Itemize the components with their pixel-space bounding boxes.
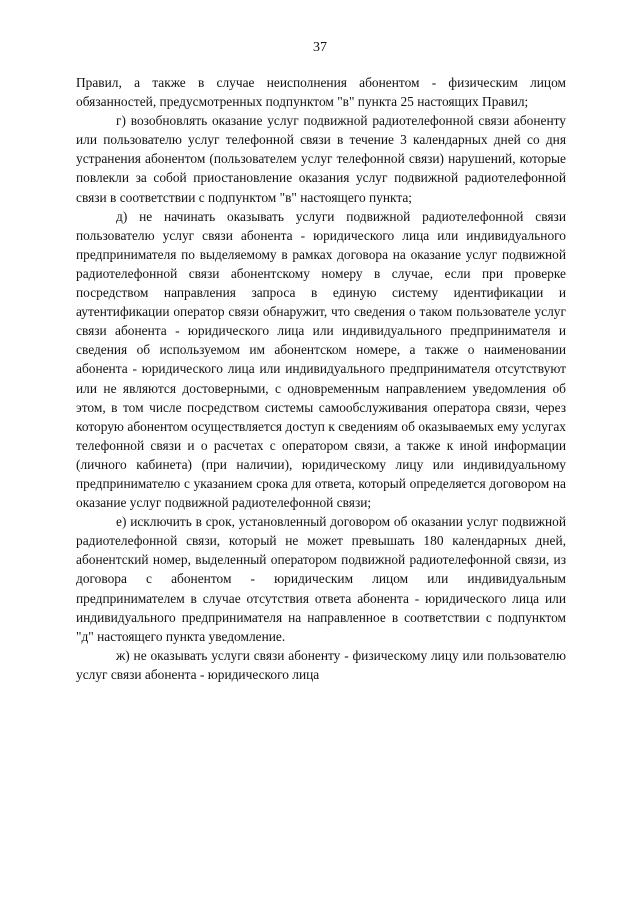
document-body <box>76 73 566 684</box>
paragraph-item-d: д) не начинать оказывать услуги подвижной радиотелефонной связи пользователю услуг связи абонента - юридического лица или индивидуального предпринимателя по выделяемому в рамках договора на оказание услуг подвижной радиотелефонной связи абонентскому номеру в случае, если при проверке посредством направления запроса в единую систему идентификации и аутентификации оператор связи обнаружит, что сведения о таком пользователе услуг связи абонента - юридического лица или индивидуального предпринимателя и сведения об используемом им абонентском номере, а также о наименовании абонента - юридического лица или индивидуального предпринимателя отсутствуют или не являются достоверными, с одновременным направлением уведомления об этом, в том числе посредством системы самообслуживания оператора связи, через которую абонентом осуществляется доступ к сведениям об оказываемых ему услугах телефонной связи и о расчетах с оператором связи, а также к иной информации (личного кабинета) (при наличии), юридическому лицу или индивидуальному предпринимателю с указанием срока для ответа, который определяется договором на оказание услуг подвижной радиотелефонной связи; <box>76 208 566 511</box>
paragraph-continuation: Правил, а также в случае неисполнения абонентом - физическим лицом обязанностей, предусмотренных подпунктом "в" пункта 25 настоящих Правил; <box>76 75 566 110</box>
paragraph-item-e: е) исключить в срок, установленный договором об оказании услуг подвижной радиотелефонной связи, который не может превышать 180 календарных дней, абонентский номер, выделенный оператором подвижной радиотелефонной связи, из договора с абонентом - юридическим лицом или индивидуальным предпринимателем в случае отсутствия ответа абонента - юридического лица или индивидуального предпринимателя на направленное в соответствии с подпунктом "д" настоящего пункта уведомление. <box>76 514 566 644</box>
paragraph-item-zh: ж) не оказывать услуги связи абоненту - физическому лицу или пользователю услуг связи абонента - юридического лица <box>76 647 566 682</box>
page-number: 37 <box>313 40 327 55</box>
paragraph-item-g: г) возобновлять оказание услуг подвижной радиотелефонной связи абоненту или пользователю услуг телефонной связи в течение 3 календарных дней со дня устранения абонентом (пользователем услуг телефонной связи) нарушений, которые повлекли за собой приостановление оказания услуг подвижной радиотелефонной связи в соответствии с подпунктом "в" настоящего пункта; <box>76 113 566 205</box>
